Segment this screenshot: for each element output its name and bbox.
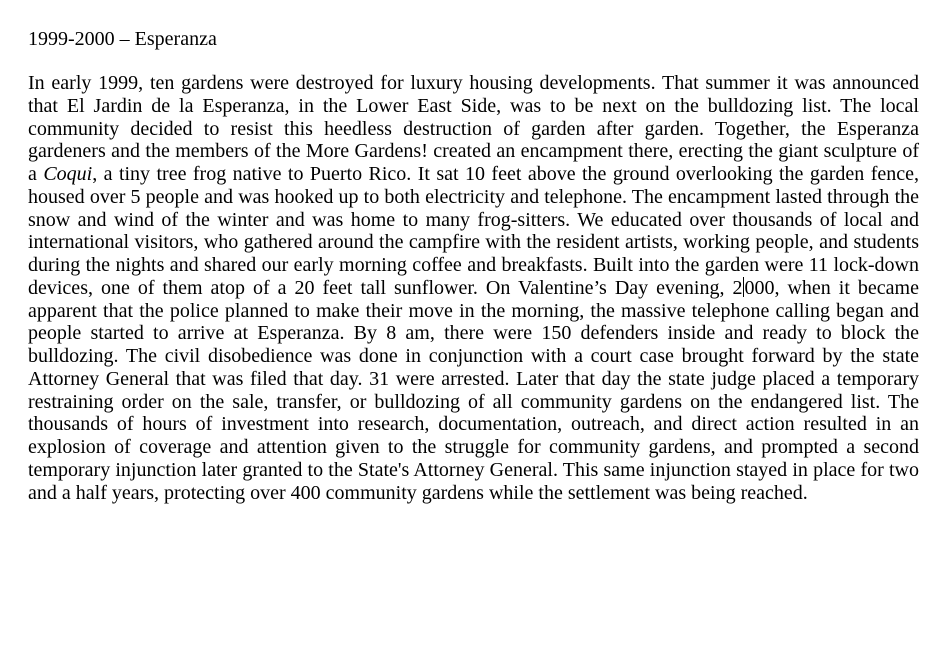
document-page: [28, 26, 919, 504]
paragraph-text-part-3: 000, when it became apparent that the police planned to make their move in the morning, the massive telephone calling began and people started to arrive at Esperanza. By 8 am, there were 150 defenders inside and ready to block the bulldozing. The civil disobedience was done in conjunction with a court case brought forward by the state Attorney General that was filed that day. 31 were arrested. Later that day the state judge placed a temporary restraining order on the sale, transfer, or bulldozing of all community gardens on the endangered list. The thousands of hours of investment into research, documentation, outreach, and direct action resulted in an explosion of coverage and attention given to the struggle for community gardens, and prompted a second temporary injunction later granted to the State's Attorney General. This same injunction stayed in place for two and a half years, protecting over 400 community gardens while the settlement was being reached.: [28, 276, 919, 504]
section-heading: 1999-2000 – Esperanza: [28, 28, 217, 50]
paragraph-text-part-2: , a tiny tree frog native to Puerto Rico. It sat 10 feet above the ground overlooking the garden fence, housed over 5 people and was hooked up to both electricity and telephone. The encampment lasted through the snow and wind of the winter and was home to many frog-sitters. We educated over thousands of local and international visitors, who gathered around the campfire with the resident artists, working people, and students during the nights and shared our early morning coffee and breakfasts. Built into the garden were 11 lock-down devices, one of them atop of a 20 feet tall sunflower. On Valentine’s Day evening, 2: [28, 163, 919, 299]
paragraph-text-part-1: In early 1999, ten gardens were destroyed for luxury housing developments. That summer it was announced that El Jardin de la Esperanza, in the Lower East Side, was to be next on the bulldozing list. The local community decided to resist this heedless destruction of garden after garden. Together, the Esperanza gardeners and the members of the More Gardens! created an encampment there, erecting the giant sculpture of a: [28, 72, 919, 185]
body-paragraph[interactable]: [28, 72, 919, 504]
italic-coqui: Coqui: [43, 163, 93, 185]
